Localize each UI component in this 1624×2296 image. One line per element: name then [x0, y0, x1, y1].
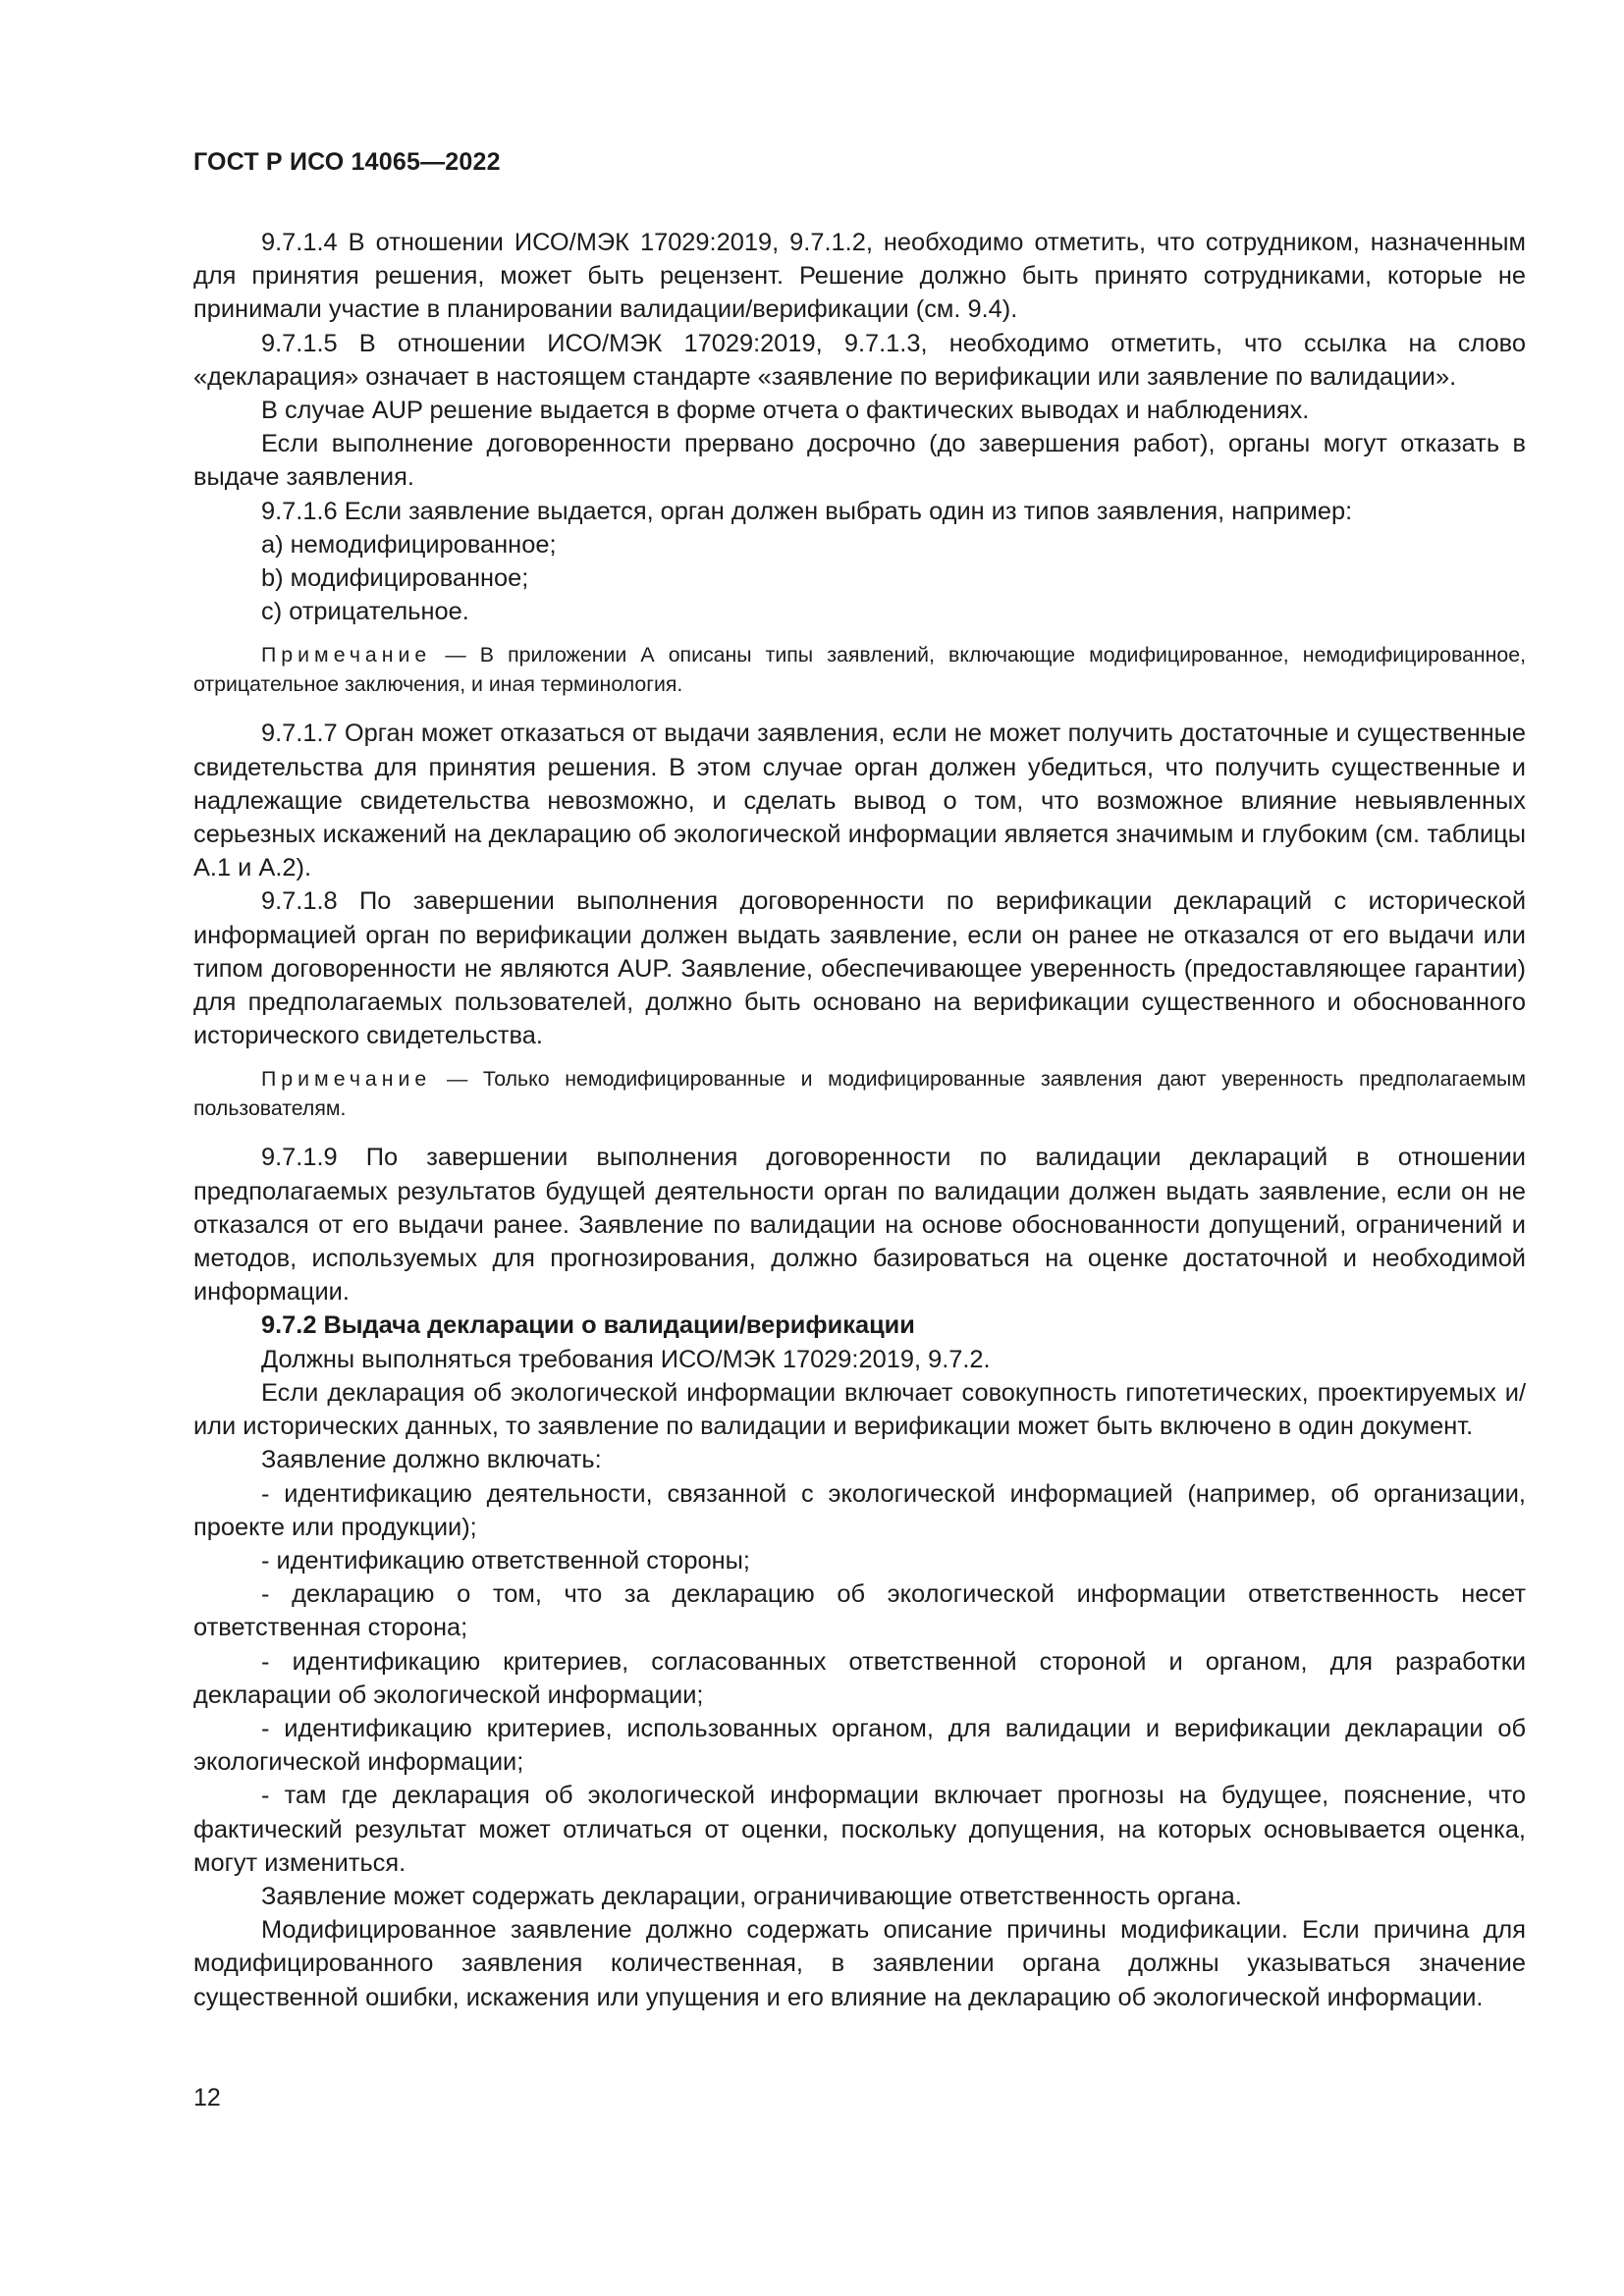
note-label: Примечание: [261, 643, 432, 667]
note-1: [193, 640, 1526, 699]
dash-item-forecasts: - там где декларация об экологической информации включает прогнозы на будущее, пояснение, что фактический результат может отличаться от оценки, поскольку допущения, на которых основывается оценка, могут измениться.: [193, 1782, 1526, 1877]
dash-item-agreed-criteria: - идентификацию критериев, согласованных ответственной стороной и органом, для разработки декларации об экологической информации;: [193, 1647, 1526, 1709]
clause-9-7-1-8: 9.7.1.8 По завершении выполнения договоренности по верификации деклараций с исторической информацией орган по верификации должен выдать заявление, если он ранее не отказался от его выдачи или типом договоренности не являются AUP. Заявление, обеспечивающее уверенность (предоставляющее гарантии) для предполагаемых пользователей, должно быть основано на верификации существенного и обоснованного исторического свидетельства.: [193, 887, 1526, 1050]
note-text: — В приложении А описаны типы заявлений, включающие модифицированное, немодифицированное, отрицательное заключения, и иная терминология.: [193, 643, 1526, 697]
note-label: Примечание: [261, 1067, 432, 1092]
paragraph-modified-statement: Модифицированное заявление должно содержать описание причины модификации. Если причина для модифицированного заявления количественная, в заявлении органа должны указываться значение существенной ошибки, искажения или упущения и его влияние на декларацию об экологической информации.: [193, 1916, 1526, 2011]
note-2: [193, 1064, 1526, 1123]
list-item-a: a) немодифицированное;: [261, 530, 557, 559]
clause-9-7-1-9: 9.7.1.9 По завершении выполнения договоренности по валидации деклараций в отношении предполагаемых результатов будущей деятельности орган по валидации должен выдать заявление, если он не отказался от его выдачи ранее. Заявление по валидации на основе обоснованности допущений, ограничений и методов, используемых для прогнозирования, должно базироваться на оценке достаточной и необходимой информации.: [193, 1144, 1526, 1307]
dash-item-responsible-party: - идентификацию ответственной стороны;: [261, 1546, 750, 1575]
paragraph-aup-decision: В случае AUP решение выдается в форме отчета о фактических выводах и наблюдениях.: [261, 397, 1310, 425]
dash-item-responsibility: - декларацию о том, что за декларацию об экологической информации ответственность несет ответственная сторона;: [193, 1580, 1526, 1642]
paragraph-statement-includes: Заявление должно включать:: [261, 1446, 602, 1474]
clause-9-7-1-7: 9.7.1.7 Орган может отказаться от выдачи заявления, если не может получить достаточные и существенные свидетельства для принятия решения. В этом случае орган должен убедиться, что получить существенные и надлежащие свидетельства невозможно, и сделать вывод о том, что возможное влияние невыявленных серьезных искажений на декларацию об экологической информации является значимым и глубоким (см. таблицы А.1 и А.2).: [193, 720, 1526, 882]
document-body: [193, 226, 1526, 2014]
paragraph-combined-data: Если декларация об экологической информации включает совокупность гипотетических, проектируемых и/или исторических данных, то заявление по валидации и верификации может быть включено в один документ.: [193, 1378, 1526, 1441]
paragraph-limitations: Заявление может содержать декларации, ограничивающие ответственность органа.: [261, 1882, 1242, 1910]
list-item-c: c) отрицательное.: [261, 598, 469, 626]
dash-item-used-criteria: - идентификацию критериев, использованных органом, для валидации и верификации декларации об экологической информации;: [193, 1714, 1526, 1777]
note-text: — Только немодифицированные и модифицированные заявления дают уверенность предполагаемым пользователям.: [193, 1067, 1526, 1121]
paragraph-requirements: Должны выполняться требования ИСО/МЭК 17029:2019, 9.7.2.: [261, 1345, 991, 1373]
page-number: 12: [193, 2084, 221, 2111]
section-heading-9-7-2: 9.7.2 Выдача декларации о валидации/верификации: [261, 1311, 915, 1340]
document-header: ГОСТ Р ИСО 14065—2022: [193, 148, 501, 176]
clause-9-7-1-4: 9.7.1.4 В отношении ИСО/МЭК 17029:2019, 9.7.1.2, необходимо отметить, что сотрудником, назначенным для принятия решения, может быть рецензент. Решение должно быть принято сотрудниками, которые не принимали участие в планировании валидации/верификации (см. 9.4).: [193, 229, 1526, 324]
clause-9-7-1-6: 9.7.1.6 Если заявление выдается, орган должен выбрать один из типов заявления, например:: [261, 497, 1353, 525]
dash-item-activity: - идентификацию деятельности, связанной с экологической информацией (например, об организации, проекте или продукции);: [193, 1479, 1526, 1541]
clause-9-7-1-5: 9.7.1.5 В отношении ИСО/МЭК 17029:2019, 9.7.1.3, необходимо отметить, что ссылка на слово «декларация» означает в настоящем стандарте «заявление по верификации или заявление по валидации».: [193, 329, 1526, 391]
list-item-b: b) модифицированное;: [261, 564, 529, 593]
paragraph-early-termination: Если выполнение договоренности прервано досрочно (до завершения работ), органы могут отказать в выдаче заявления.: [193, 430, 1526, 492]
